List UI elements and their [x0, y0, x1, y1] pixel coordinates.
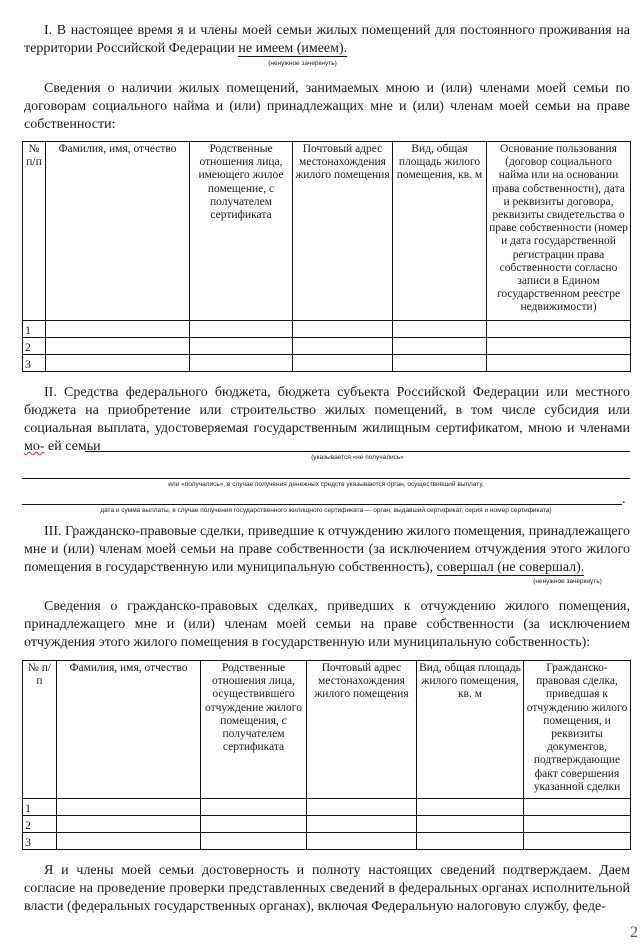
header-transaction: Гражданско-правовая сделка, приведшая к отчуждению жилого помещения, и реквизиты документов, подтверждающие факт совершения указанной сделки: [524, 661, 631, 799]
cell-full-name[interactable]: [46, 321, 190, 338]
section-3-choice-hint: (ненужное зачеркнуть): [533, 578, 602, 585]
header-full-name: Фамилия, имя, отчество: [46, 142, 190, 321]
funds-hint-1: (указывается «не получались»: [311, 454, 404, 461]
row-number: 2: [23, 816, 57, 833]
cell-relationship[interactable]: [201, 816, 307, 833]
section-3-paragraph: [24, 523, 630, 577]
cell-address[interactable]: [307, 833, 417, 850]
cell-area[interactable]: [393, 321, 487, 338]
table-row: [23, 338, 631, 355]
table-row: [23, 833, 631, 850]
header-area: Вид, общая площадь жилого помещения, кв. м: [417, 661, 524, 799]
cell-full-name[interactable]: [57, 816, 201, 833]
section-3-text: III. Гражданско-правовые сделки, приведшие к отчуждению жилого помещения, принадлежащего мне и (или) членам моей семьи на праве собственности (за исключением отчуждения этого жилого помещения в государственную или муниципальную собственность),: [24, 524, 630, 575]
row-number: 1: [23, 799, 57, 816]
cell-area[interactable]: [417, 833, 524, 850]
header-full-name: Фамилия, имя, отчество: [57, 661, 201, 799]
transactions-table: [22, 660, 631, 850]
cell-full-name[interactable]: [46, 338, 190, 355]
cell-transaction[interactable]: [524, 799, 631, 816]
section-2-paragraph: [24, 384, 630, 456]
section-3-choice[interactable]: совершал (не совершал).: [436, 560, 585, 575]
cell-address[interactable]: [293, 338, 393, 355]
cell-address[interactable]: [293, 355, 393, 372]
section-1-details-paragraph: Сведения о наличии жилых помещений, занимаемых мною и (или) членами моей семьи по договорам социального найма и (или) принадлежащих мне и (или) членам моей семьи на праве собственности:: [24, 81, 630, 132]
cell-area[interactable]: [417, 816, 524, 833]
cell-relationship[interactable]: [190, 338, 293, 355]
funds-hint-2: или «получались», в случае получения денежных средств указываются орган, осуществивший выплату,: [168, 481, 484, 488]
table-row: [23, 816, 631, 833]
funds-field-line-2[interactable]: [22, 478, 630, 479]
cell-address[interactable]: [307, 799, 417, 816]
cell-full-name[interactable]: [57, 799, 201, 816]
header-address: Почтовый адрес местонахождения жилого помещения: [307, 661, 417, 799]
section-1-choice[interactable]: не имеем (имеем).: [238, 41, 348, 56]
cell-relationship[interactable]: [201, 799, 307, 816]
cell-transaction[interactable]: [524, 816, 631, 833]
row-number: 2: [23, 338, 46, 355]
cell-area[interactable]: [393, 355, 487, 372]
header-num: № п/п: [23, 661, 57, 799]
cell-relationship[interactable]: [190, 355, 293, 372]
funds-end-period: .: [622, 492, 626, 507]
section-2-text-end: ей семьи: [48, 439, 101, 454]
table-header-row: [23, 661, 631, 799]
cell-full-name[interactable]: [46, 355, 190, 372]
cell-area[interactable]: [393, 338, 487, 355]
cell-area[interactable]: [417, 799, 524, 816]
table-row: [23, 321, 631, 338]
cell-basis[interactable]: [487, 338, 631, 355]
section-1-text: I. В настоящее время я и члены моей семьи жилых помещений для постоянного проживания на территории Российской Федерации: [24, 23, 630, 56]
cell-basis[interactable]: [487, 355, 631, 372]
funds-field-line-3[interactable]: [22, 504, 622, 505]
page-number: 2: [630, 924, 638, 941]
table-row: [23, 799, 631, 816]
header-num: № п/п: [23, 142, 46, 321]
cell-relationship[interactable]: [190, 321, 293, 338]
cell-full-name[interactable]: [57, 833, 201, 850]
funds-field-line-1[interactable]: [85, 451, 630, 452]
housing-table: [22, 141, 631, 372]
header-relationship: Родственные отношения лица, имеющего жилое помещение, с получателем сертификата: [190, 142, 293, 321]
header-basis: Основание пользования (договор социального найма или на основании права собственности), дата и реквизиты договора, реквизиты свидетельства о праве собственности (номер и дата государственной регистрации права собственности согласно записи в Едином государственном реестре недвижимости): [487, 142, 631, 321]
table-row: [23, 355, 631, 372]
header-area: Вид, общая площадь жилого помещения, кв. м: [393, 142, 487, 321]
section-2-text: II. Средства федерального бюджета, бюджета субъекта Российской Федерации или местного бюджета на приобретение или строительство жилых помещений, в том числе субсидия или социальная выплата, удостоверяемая государственным жилищным сертификатом, мною и членами: [24, 385, 630, 436]
cell-relationship[interactable]: [201, 833, 307, 850]
table-header-row: [23, 142, 631, 321]
row-number: 3: [23, 833, 57, 850]
section-1-choice-hint: (ненужное зачеркнуть): [268, 60, 337, 67]
row-number: 3: [23, 355, 46, 372]
cell-transaction[interactable]: [524, 833, 631, 850]
cell-address[interactable]: [307, 816, 417, 833]
section-1-paragraph: [24, 22, 630, 58]
spellcheck-flagged-word: мо-: [24, 439, 45, 454]
section-3-details-paragraph: Сведения о гражданско-правовых сделках, приведших к отчуждению жилого помещения, принадлежащего мне и (или) членам моей семьи на праве собственности (за исключением отчуждения этого жилого помещения в государственную или муниципальную собственность):: [24, 599, 630, 650]
funds-hint-3: дата и сумма выплаты, в случае получения государственного жилищного сертификата — орган, выдавший сертификат, серия и номер сертификата): [100, 507, 552, 514]
consent-paragraph: Я и члены моей семьи достоверность и полноту настоящих сведений подтверждаем. Даем согласие на проведение проверки представленных сведений в федеральных органах исполнительной власти (федеральных государственных органах), включая Федеральную налоговую службу, феде-: [24, 863, 630, 914]
cell-address[interactable]: [293, 321, 393, 338]
cell-basis[interactable]: [487, 321, 631, 338]
header-address: Почтовый адрес местонахождения жилого помещения: [293, 142, 393, 321]
header-relationship: Родственные отношения лица, осуществившего отчуждение жилого помещения, с получателем сертификата: [201, 661, 307, 799]
row-number: 1: [23, 321, 46, 338]
